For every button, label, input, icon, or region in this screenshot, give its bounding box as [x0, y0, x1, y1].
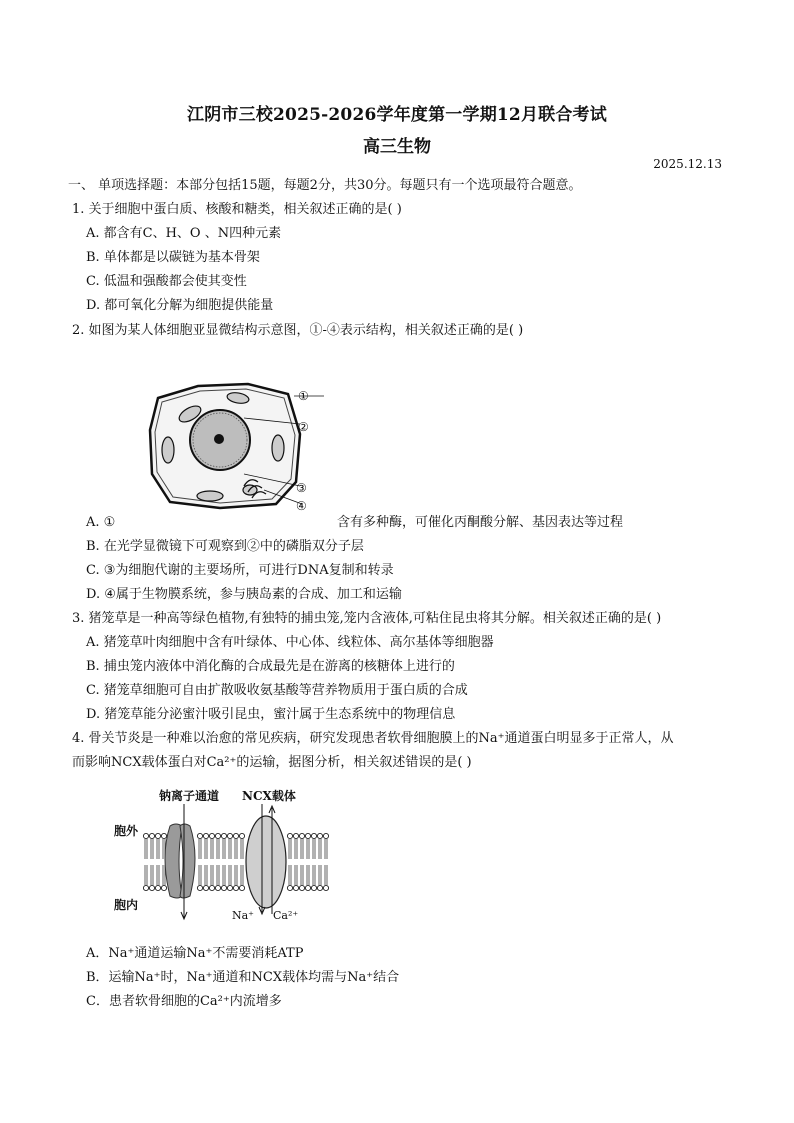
lipid-tail — [151, 865, 153, 885]
lipid-head — [317, 885, 322, 890]
q3-option-d: D. 猪笼草能分泌蜜汁吸引昆虫，蜜汁属于生态系统中的物理信息 — [86, 707, 456, 722]
lipid-head — [209, 885, 214, 890]
lipid-tail — [223, 865, 225, 885]
lipid-head — [323, 885, 328, 890]
lipid-tail — [211, 865, 213, 885]
lipid-head — [293, 885, 298, 890]
lipid-head — [287, 885, 292, 890]
lipid-tail — [295, 839, 297, 859]
lipid-tail — [229, 865, 231, 885]
mitochondrion — [162, 437, 174, 463]
lipid-head — [233, 833, 238, 838]
lipid-head — [287, 833, 292, 838]
lipid-head — [143, 833, 148, 838]
q1-option-b: B. 单体都是以碳链为基本骨架 — [86, 250, 260, 265]
exam-date: 2025.12.13 — [653, 157, 722, 171]
lipid-head — [227, 833, 232, 838]
label-inside: 胞内 — [114, 898, 139, 912]
lipid-head — [161, 885, 166, 890]
lipid-head — [203, 885, 208, 890]
q4-option-a: A．Na⁺通道运输Na⁺不需要消耗ATP — [86, 946, 304, 961]
lipid-tail — [217, 839, 219, 859]
q2-option-d: D. ④属于生物膜系统，参与胰岛素的合成、加工和运输 — [86, 587, 402, 602]
figure-label-1: ① — [298, 389, 309, 403]
q4-stem-line2: 而影响NCX载体蛋白对Ca²⁺的运输，据图分析，相关叙述错误的是( ) — [72, 755, 472, 770]
lipid-head — [203, 833, 208, 838]
q3-option-b: B. 捕虫笼内液体中消化酶的合成最先是在游离的核糖体上进行的 — [86, 659, 455, 674]
figure-label-3: ③ — [296, 481, 307, 495]
q1-option-d: D. 都可氧化分解为细胞提供能量 — [86, 298, 274, 313]
lipid-tail — [301, 839, 303, 859]
lipid-head — [293, 833, 298, 838]
label-outside: 胞外 — [114, 824, 139, 838]
lipid-head — [161, 833, 166, 838]
exam-subtitle: 高三生物 — [363, 137, 431, 157]
lipid-head — [299, 833, 304, 838]
membrane-diagram — [106, 780, 336, 930]
lipid-head — [317, 833, 322, 838]
lipid-tail — [313, 839, 315, 859]
lipid-head — [311, 885, 316, 890]
lipid-head — [155, 885, 160, 890]
lipid-tail — [199, 865, 201, 885]
sodium-channel — [180, 824, 195, 898]
lipid-head — [233, 885, 238, 890]
q4-option-c: C．患者软骨细胞的Ca²⁺内流增多 — [86, 994, 282, 1009]
lipid-head — [239, 885, 244, 890]
section-heading: 一、 单项选择题：本部分包括15题，每题2分，共30分。每题只有一个选项最符合题意。 — [68, 178, 582, 193]
q3-option-a: A. 猪笼草叶肉细胞中含有叶绿体、中心体、线粒体、高尔基体等细胞器 — [86, 635, 494, 650]
figure-label-4: ④ — [296, 499, 307, 513]
lipid-head — [227, 885, 232, 890]
lipid-tail — [235, 865, 237, 885]
lipid-tail — [157, 839, 159, 859]
lipid-head — [323, 833, 328, 838]
label-ca: Ca²⁺ — [273, 909, 299, 922]
lipid-tail — [145, 865, 147, 885]
lipid-tail — [313, 865, 315, 885]
q3-stem: 3. 猪笼草是一种高等绿色植物,有独特的捕虫笼,笼内含液体,可粘住昆虫将其分解。相关叙述正确的是( ) — [72, 611, 662, 626]
lipid-head — [305, 833, 310, 838]
q1-stem: 1. 关于细胞中蛋白质、核酸和糖类，相关叙述正确的是( ) — [72, 202, 402, 217]
q2-option-b: B. 在光学显微镜下可观察到②中的磷脂双分子层 — [86, 539, 364, 554]
lipid-tail — [307, 839, 309, 859]
lipid-tail — [289, 839, 291, 859]
lipid-tail — [295, 865, 297, 885]
lipid-head — [215, 833, 220, 838]
lipid-tail — [325, 839, 327, 859]
lipid-tail — [301, 865, 303, 885]
lipid-head — [143, 885, 148, 890]
label-na: Na⁺ — [232, 909, 254, 922]
lipid-head — [155, 833, 160, 838]
lipid-head — [305, 885, 310, 890]
lipid-head — [197, 833, 202, 838]
lipid-head — [311, 833, 316, 838]
lipid-head — [221, 833, 226, 838]
lipid-tail — [241, 839, 243, 859]
lipid-tail — [325, 865, 327, 885]
q2-option-c: C. ③为细胞代谢的主要场所，可进行DNA复制和转录 — [86, 563, 394, 578]
q1-option-a: A. 都含有C、H、O 、N四种元素 — [86, 226, 282, 241]
ncx-carrier — [246, 816, 286, 908]
q2-option-a-prefix: A. ① — [86, 515, 116, 530]
lipid-tail — [319, 865, 321, 885]
nucleolus — [214, 434, 224, 444]
lipid-head — [197, 885, 202, 890]
lipid-tail — [211, 839, 213, 859]
lipid-head — [239, 833, 244, 838]
exam-title: 江阴市三校2025-2026学年度第一学期12月联合考试 — [187, 105, 607, 125]
q3-option-c: C. 猪笼草细胞可自由扩散吸收氨基酸等营养物质用于蛋白质的合成 — [86, 683, 468, 698]
q4-option-b: B．运输Na⁺时，Na⁺通道和NCX载体均需与Na⁺结合 — [86, 970, 400, 985]
sodium-channel — [165, 824, 182, 898]
q1-option-c: C. 低温和强酸都会使其变性 — [86, 274, 247, 289]
lipid-head — [299, 885, 304, 890]
lipid-head — [149, 885, 154, 890]
lipid-tail — [217, 865, 219, 885]
lipid-head — [215, 885, 220, 890]
lipid-tail — [145, 839, 147, 859]
figure-label-2: ② — [298, 420, 309, 434]
lipid-tail — [229, 839, 231, 859]
lipid-tail — [223, 839, 225, 859]
q2-stem: 2. 如图为某人体细胞亚显微结构示意图，①-④表示结构，相关叙述正确的是( ) — [72, 323, 524, 338]
lipid-tail — [235, 839, 237, 859]
lipid-tail — [205, 865, 207, 885]
lipid-tail — [163, 865, 165, 885]
label-sodium-channel: 钠离子通道 — [159, 789, 220, 803]
mitochondrion — [272, 435, 284, 461]
lipid-head — [221, 885, 226, 890]
label-ncx-carrier: NCX载体 — [242, 789, 296, 803]
lipid-tail — [199, 839, 201, 859]
mitochondrion — [197, 491, 223, 501]
lipid-tail — [151, 839, 153, 859]
lipid-tail — [157, 865, 159, 885]
lipid-head — [209, 833, 214, 838]
lipid-tail — [307, 865, 309, 885]
q4-stem-line1: 4. 骨关节炎是一种难以治愈的常见疾病，研究发现患者软骨细胞膜上的Na⁺通道蛋白明显多于正常人，从 — [72, 731, 674, 746]
lipid-head — [149, 833, 154, 838]
lipid-tail — [205, 839, 207, 859]
lipid-tail — [319, 839, 321, 859]
q2-option-a-suffix: 含有多种酶，可催化丙酮酸分解、基因表达等过程 — [337, 515, 624, 530]
lipid-tail — [241, 865, 243, 885]
lipid-tail — [289, 865, 291, 885]
